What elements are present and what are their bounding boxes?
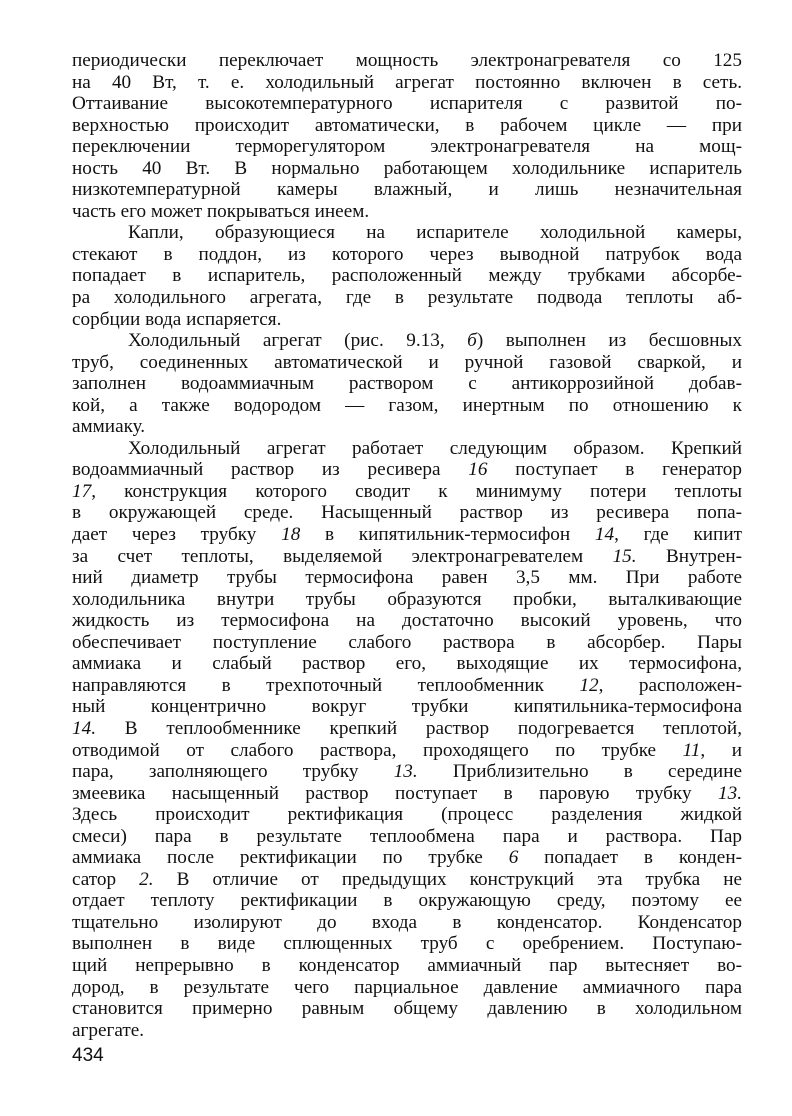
text-line xyxy=(72,136,742,158)
text-run: ) выполнен из бесшовных xyxy=(476,330,742,352)
text-run: жидкость из термосифона на достаточно высокий уровень, что xyxy=(72,610,742,632)
text-line xyxy=(72,93,742,115)
body-text xyxy=(72,50,742,1041)
reference-number: 13. xyxy=(718,782,742,804)
text-line xyxy=(72,373,742,395)
text-line xyxy=(72,977,742,999)
text-run: ний диаметр трубы термосифона равен 3,5 мм. При работе xyxy=(72,567,742,589)
text-run: становится примерно равным общему давлению в холодильном xyxy=(72,998,742,1020)
paragraph xyxy=(72,438,742,1041)
text-run: , и xyxy=(700,739,742,761)
text-line xyxy=(72,1020,742,1042)
text-run: ный концентрично вокруг трубки кипятильника-термосифона xyxy=(72,696,742,718)
text-run: аммиака и слабый раствор его, выходящие их термосифона, xyxy=(72,653,742,675)
text-run: щий непрерывно в конденсатор аммиачный пар вытесняет во- xyxy=(72,954,742,976)
reference-number: б xyxy=(467,330,477,352)
text-run: сорбции вода испаряется. xyxy=(72,308,282,330)
text-run: водоаммиачный раствор из ресивера xyxy=(72,459,469,481)
reference-number: 14 xyxy=(594,524,615,546)
text-line xyxy=(72,309,742,331)
text-run: Оттаивание высокотемпературного испарителя с развитой по- xyxy=(72,93,742,115)
text-line xyxy=(72,912,742,934)
text-line xyxy=(72,955,742,977)
text-run: пара, заполняющего трубку xyxy=(72,761,394,783)
reference-number: 15. xyxy=(612,545,637,567)
text-line xyxy=(72,718,742,740)
text-run: Холодильный агрегат (рис. 9.13, xyxy=(128,330,468,352)
text-run: В отличие от предыдущих конструкций эта трубка не xyxy=(153,868,742,890)
paragraph xyxy=(72,222,742,330)
text-line xyxy=(72,933,742,955)
text-line xyxy=(72,222,742,244)
text-run: часть его может покрываться инеем. xyxy=(72,200,370,222)
text-run: дород, в результате чего парциальное давление аммиачного пара xyxy=(72,976,742,998)
text-run: ра холодильного агрегата, где в результате подвода теплоты аб- xyxy=(72,287,742,309)
text-run: Здесь происходит ректификация (процесс разделения жидкой xyxy=(72,804,742,826)
text-line xyxy=(72,847,742,869)
reference-number: 18 xyxy=(281,524,301,546)
text-line xyxy=(72,115,742,137)
text-run: низкотемпературной камеры влажный, и лишь незначительная xyxy=(72,179,742,201)
text-line xyxy=(72,395,742,417)
text-line xyxy=(72,438,742,460)
reference-number: 2. xyxy=(139,868,154,890)
text-line xyxy=(72,696,742,718)
text-run: труб, соединенных автоматической и ручной газовой сваркой, и xyxy=(72,351,742,373)
text-run: , конструкция которого сводит к минимуму потери теплоты xyxy=(91,480,742,502)
text-run: выполнен в виде сплющенных труб с оребрением. Поступаю- xyxy=(72,933,742,955)
text-line xyxy=(72,826,742,848)
reference-number: 12 xyxy=(579,674,599,696)
text-line xyxy=(72,675,742,697)
reference-number: 16 xyxy=(468,459,488,481)
text-run: отдает теплоту ректификации в окружающую среду, поэтому ее xyxy=(72,890,742,912)
reference-number: 13. xyxy=(393,761,418,783)
text-line xyxy=(72,416,742,438)
text-run: отводимой от слабого раствора, проходящего по трубке xyxy=(72,739,683,761)
text-line xyxy=(72,524,742,546)
text-run: аммиаку. xyxy=(72,416,146,438)
text-line xyxy=(72,459,742,481)
text-line xyxy=(72,72,742,94)
text-run: верхностью происходит автоматически, в рабочем цикле — при xyxy=(72,114,742,136)
text-line xyxy=(72,610,742,632)
text-line xyxy=(72,869,742,891)
text-run: в окружающей среде. Насыщенный раствор из ресивера попа- xyxy=(72,502,742,524)
text-run: попадает в испаритель, расположенный между трубками абсорбе- xyxy=(72,265,742,287)
text-run: переключении терморегулятором электронагревателя на мощ- xyxy=(72,136,742,158)
text-run: в кипятильник-термосифон xyxy=(300,524,595,546)
text-line xyxy=(72,287,742,309)
text-line xyxy=(72,998,742,1020)
text-line xyxy=(72,804,742,826)
page-number: 434 xyxy=(72,1045,104,1066)
text-line xyxy=(72,632,742,654)
text-line xyxy=(72,330,742,352)
text-line xyxy=(72,201,742,223)
text-run: агрегате. xyxy=(72,1019,145,1041)
text-run: Капли, образующиеся на испарителе холодильной камеры, xyxy=(128,222,742,244)
text-line xyxy=(72,653,742,675)
paragraph xyxy=(72,50,742,222)
text-line xyxy=(72,761,742,783)
text-run: сатор xyxy=(72,868,140,890)
text-line xyxy=(72,481,742,503)
text-run: Приблизительно в середине xyxy=(417,761,742,783)
text-run: ность 40 Вт. В нормально работающем холодильнике испаритель xyxy=(72,157,742,179)
reference-number: 6 xyxy=(508,847,519,869)
text-run: за счет теплоты, выделяемой электронагревателем xyxy=(72,545,613,567)
text-run: змеевика насыщенный раствор поступает в паровую трубку xyxy=(72,782,719,804)
text-line xyxy=(72,589,742,611)
text-line xyxy=(72,890,742,912)
text-run: поступает в генератор xyxy=(487,459,742,481)
text-run: дает через трубку xyxy=(72,524,282,546)
text-run: периодически переключает мощность электронагревателя со 125 xyxy=(72,50,742,71)
text-line xyxy=(72,502,742,524)
text-line xyxy=(72,158,742,180)
text-run: В теплообменнике крепкий раствор подогревается теплотой, xyxy=(95,717,742,739)
text-run: , расположен- xyxy=(598,674,743,696)
text-run: холодильника внутри трубы образуются пробки, выталкивающие xyxy=(72,588,742,610)
text-run: аммиака после ректификации по трубке xyxy=(72,847,509,869)
reference-number: 11 xyxy=(682,739,701,761)
text-run: смеси) пара в результате теплообмена пара и раствора. Пар xyxy=(72,825,742,847)
text-line xyxy=(72,740,742,762)
text-line xyxy=(72,244,742,266)
text-run: , где кипит xyxy=(614,524,742,546)
text-line xyxy=(72,50,742,72)
text-run: кой, а также водородом — газом, инертным по отношению к xyxy=(72,394,742,416)
reference-number: 17 xyxy=(72,480,92,502)
text-run: попадает в конден- xyxy=(518,847,742,869)
text-run: тщательно изолируют до входа в конденсатор. Конденсатор xyxy=(72,911,742,933)
text-run: на 40 Вт, т. е. холодильный агрегат постоянно включен в сеть. xyxy=(72,71,742,93)
text-line xyxy=(72,265,742,287)
text-line xyxy=(72,567,742,589)
text-run: стекают в поддон, из которого через выводной патрубок вода xyxy=(72,243,742,265)
paragraph xyxy=(72,330,742,438)
text-line xyxy=(72,179,742,201)
text-run: заполнен водоаммиачным раствором с антикоррозийной добав- xyxy=(72,373,742,395)
text-run: Внутрен- xyxy=(636,545,742,567)
text-line xyxy=(72,783,742,805)
reference-number: 14. xyxy=(72,717,96,739)
text-line xyxy=(72,352,742,374)
text-run: обеспечивает поступление слабого раствора в абсорбер. Пары xyxy=(72,631,742,653)
text-line xyxy=(72,546,742,568)
text-run: Холодильный агрегат работает следующим образом. Крепкий xyxy=(128,437,742,459)
text-run: направляются в трехпоточный теплообменник xyxy=(72,674,580,696)
